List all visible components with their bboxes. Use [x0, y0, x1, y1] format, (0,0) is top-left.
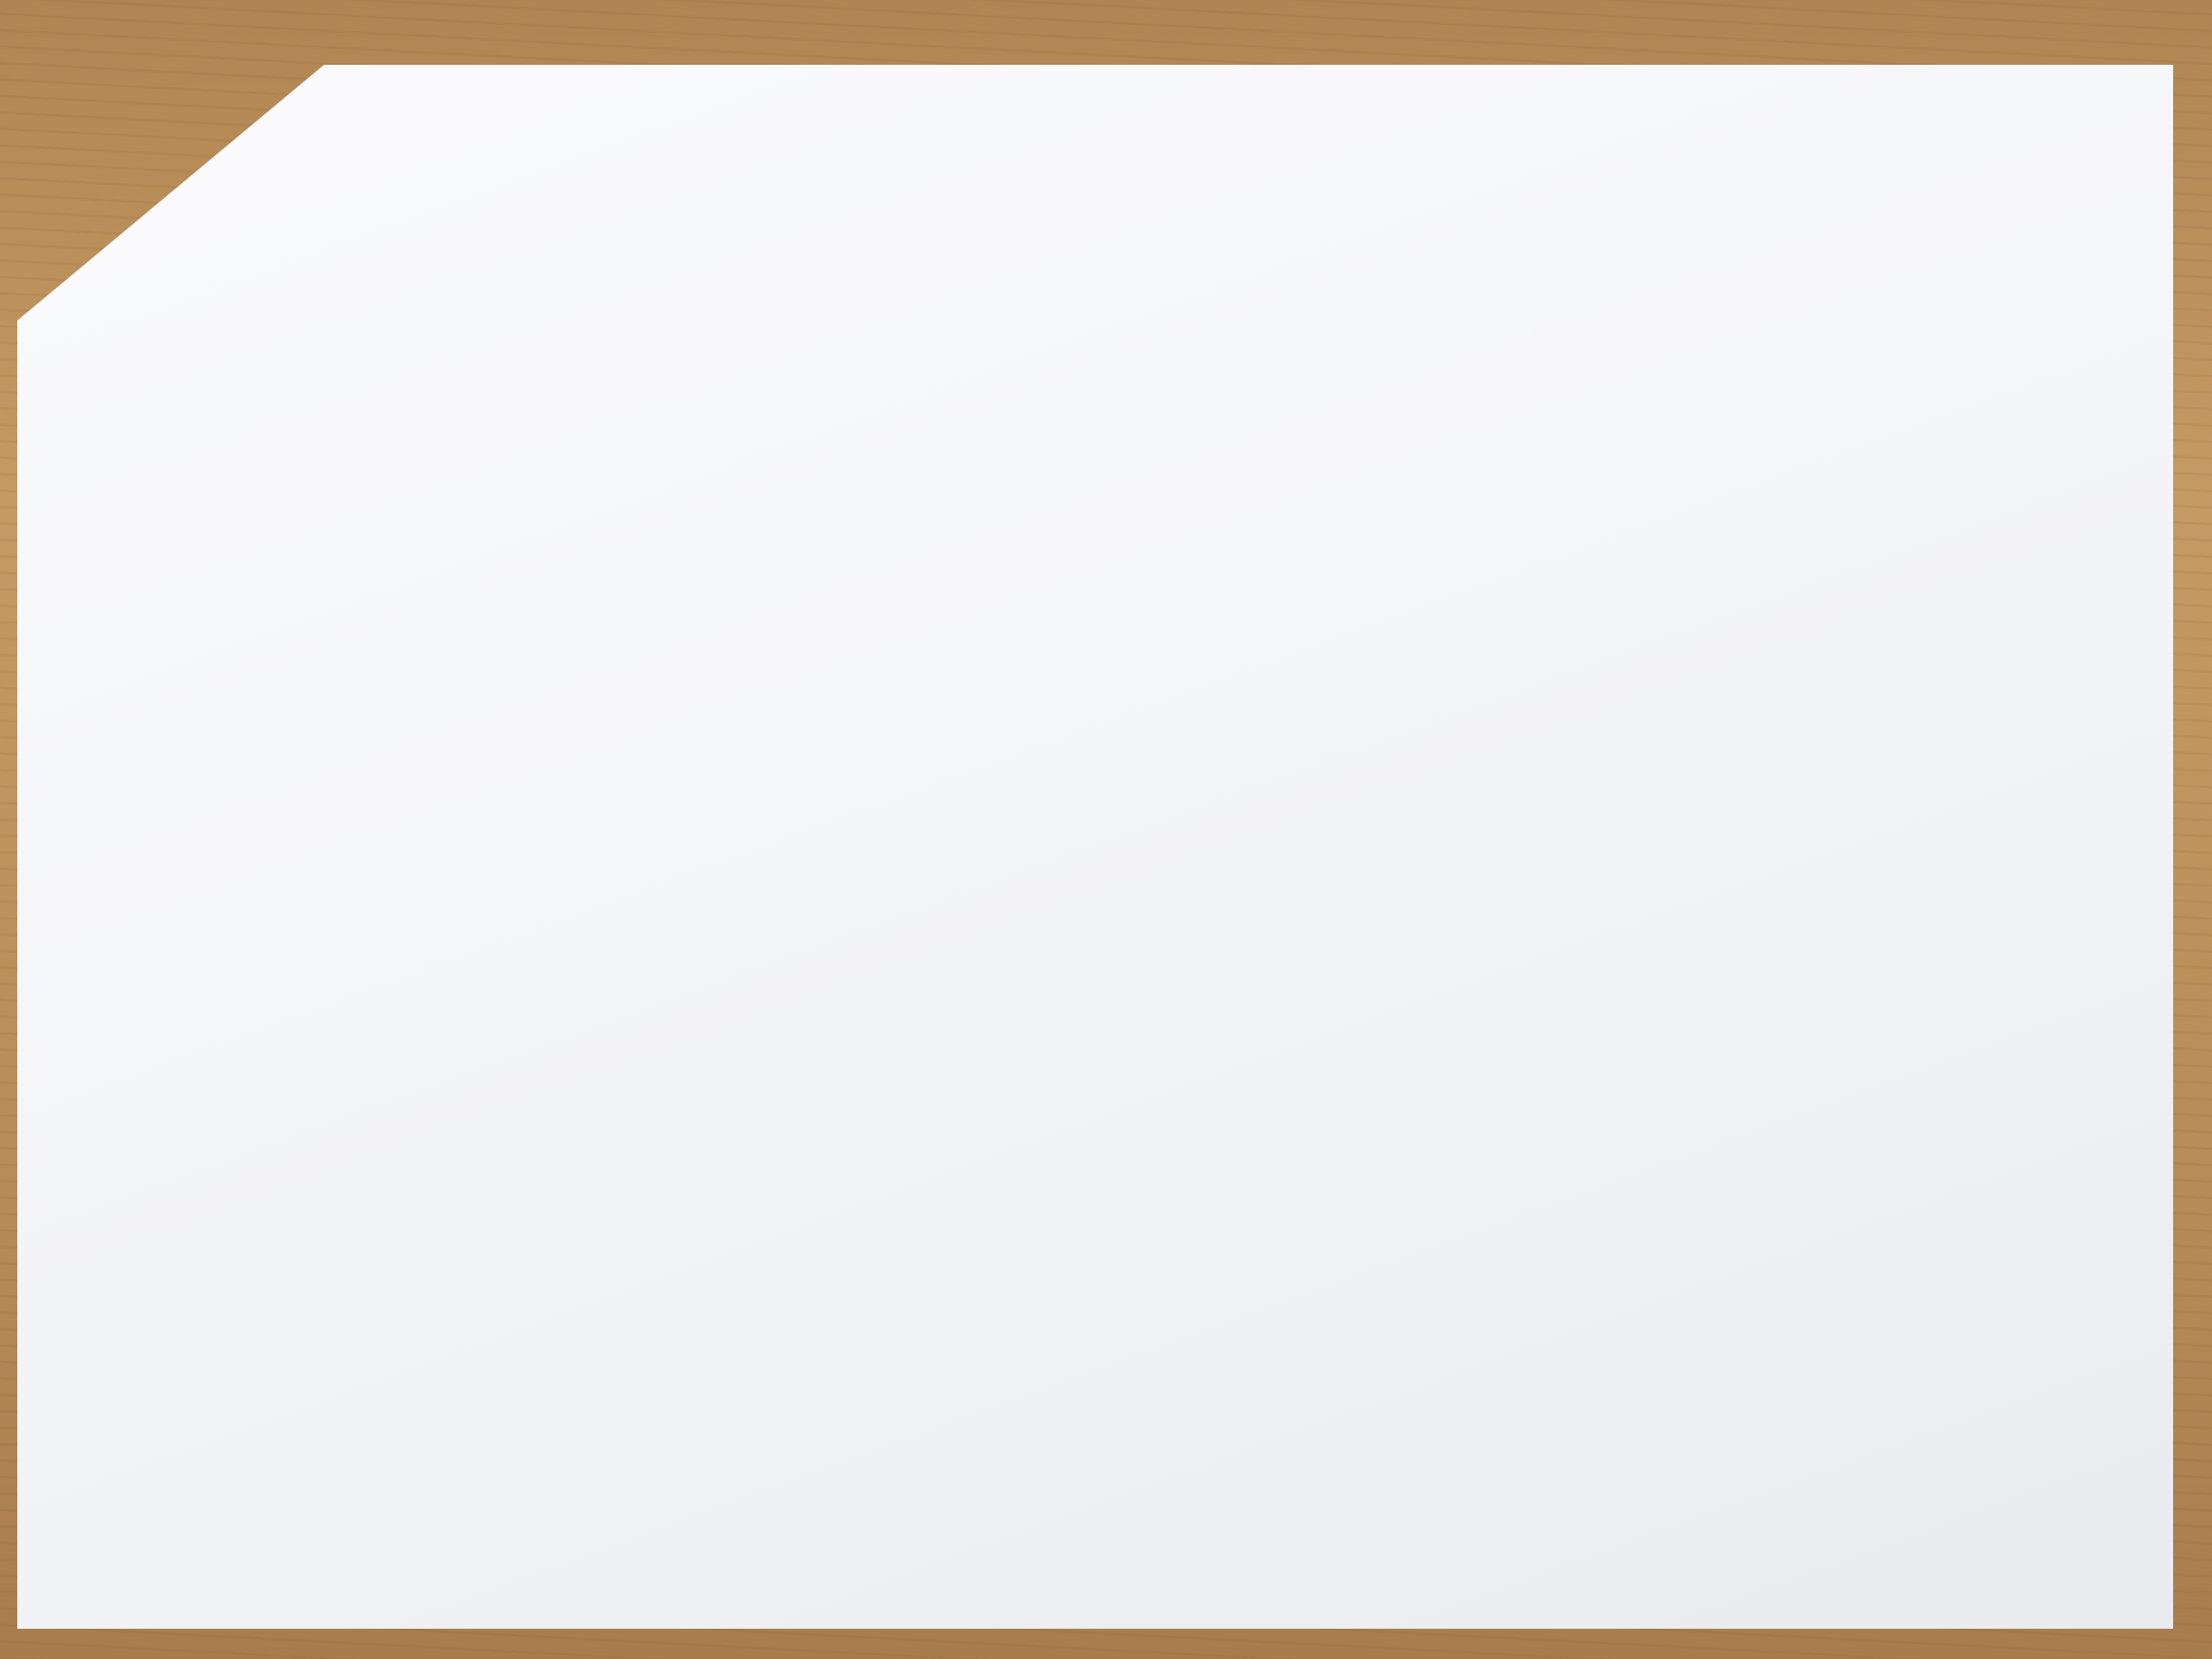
paper-sheet: [17, 65, 2173, 1629]
score-table: [164, 267, 2082, 285]
score-sheet: [164, 267, 2082, 285]
